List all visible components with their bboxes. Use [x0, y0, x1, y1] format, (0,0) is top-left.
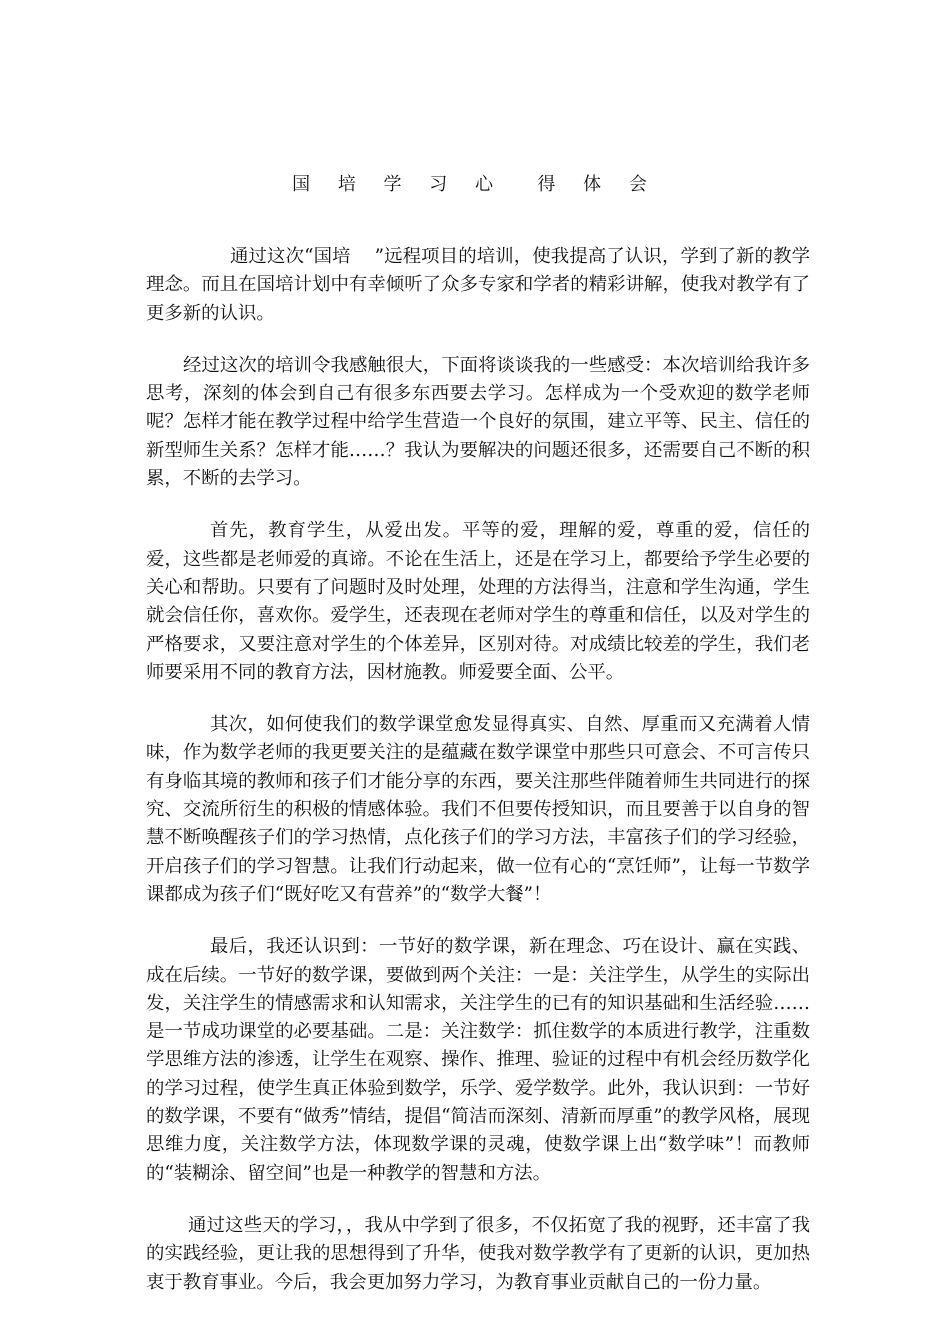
paragraph-second: 其次，如何使我们的数学课堂愈发显得真实、自然、厚重而又充满着人情味，作为数学老师的我更要关注的是蕴藏在数学课堂中那些只可意会、不可言传只有身临其境的教师和孩子们才能分享的东西，要关注那些伴随着师生共同进行的探究、交流所衍生的积极的情感体验。我们不但要传授知识，而且要善于以自身的智慧不断唤醒孩子们的学习热情，点化孩子们的学习方法，丰富孩子们的学习经验，开启孩子们的学习智慧。让我们行动起来，做一位有心的“烹饪师”，让每一节数学课都成为孩子们“既好吃又有营养”的“数学大餐”！	[146, 714, 810, 905]
paragraph-feelings: 经过这次的培训令我感触很大，下面将谈谈我的一些感受：本次培训给我许多思考，深刻的体会到自己有很多东西要去学习。怎样成为一个受欢迎的数学老师呢？怎样才能在教学过程中给学生营造一个良好的氛围，建立平等、民主、信任的新型师生关系？怎样才能……？我认为要解决的问题还很多，还需要自己不断的积累，不断的去学习。	[146, 354, 810, 490]
document-title: 国 培 学 习 心 得 体 会	[292, 174, 658, 195]
paragraph-conclusion: 通过这些天的学习，，我从中学到了很多，不仅拓宽了我的视野，还丰富了我的实践经验，更让我的思想得到了升华，使我对数学教学有了更新的认识，更加热衷于教育事业。今后，我会更加努力学习，为教育事业贡献自己的一份力量。	[146, 1214, 810, 1293]
document-body	[146, 243, 810, 1321]
paragraph-last: 最后，我还认识到：一节好的数学课，新在理念、巧在设计、赢在实践、成在后续。一节好的数学课，要做到两个关注：一是：关注学生，从学生的实际出发，关注学生的情感需求和认知需求，关注学生的已有的知识基础和生活经验……是一节成功课堂的必要基础。二是：关注数学：抓住数学的本质进行教学，注重数学思维方法的渗透，让学生在观察、操作、推理、验证的过程中有机会经历数学化的学习过程，使学生真正体验到数学，乐学、爱学数学。此外，我认识到：一节好的数学课，不要有“做秀”情结，提倡“简洁而深刻、清新而厚重”的教学风格，展现思维力度，关注数学方法，体现数学课的灵魂，使数学课上出“数学味”！而教师的“装糊涂、留空间”也是一种教学的智慧和方法。	[146, 936, 810, 1184]
paragraph-intro: 通过这次“国培 ”远程项目的培训，使我提高了认识，学到了新的教学理念。而且在国培计划中有幸倾听了众多专家和学者的精彩讲解，使我对教学有了更多新的认识。	[146, 246, 810, 324]
paragraph-first: 首先，教育学生，从爱出发。平等的爱，理解的爱，尊重的爱，信任的爱，这些都是老师爱的真谛。不论在生活上，还是在学习上，都要给予学生必要的关心和帮助。只要有了问题时及时处理，处理的方法得当，注意和学生沟通，学生就会信任你，喜欢你。爱学生，还表现在老师对学生的尊重和信任，以及对学生的严格要求，又要注意对学生的个体差异，区别对待。对成绩比较差的学生，我们老师要采用不同的教育方法，因材施教。师爱要全面、公平。	[146, 520, 810, 683]
